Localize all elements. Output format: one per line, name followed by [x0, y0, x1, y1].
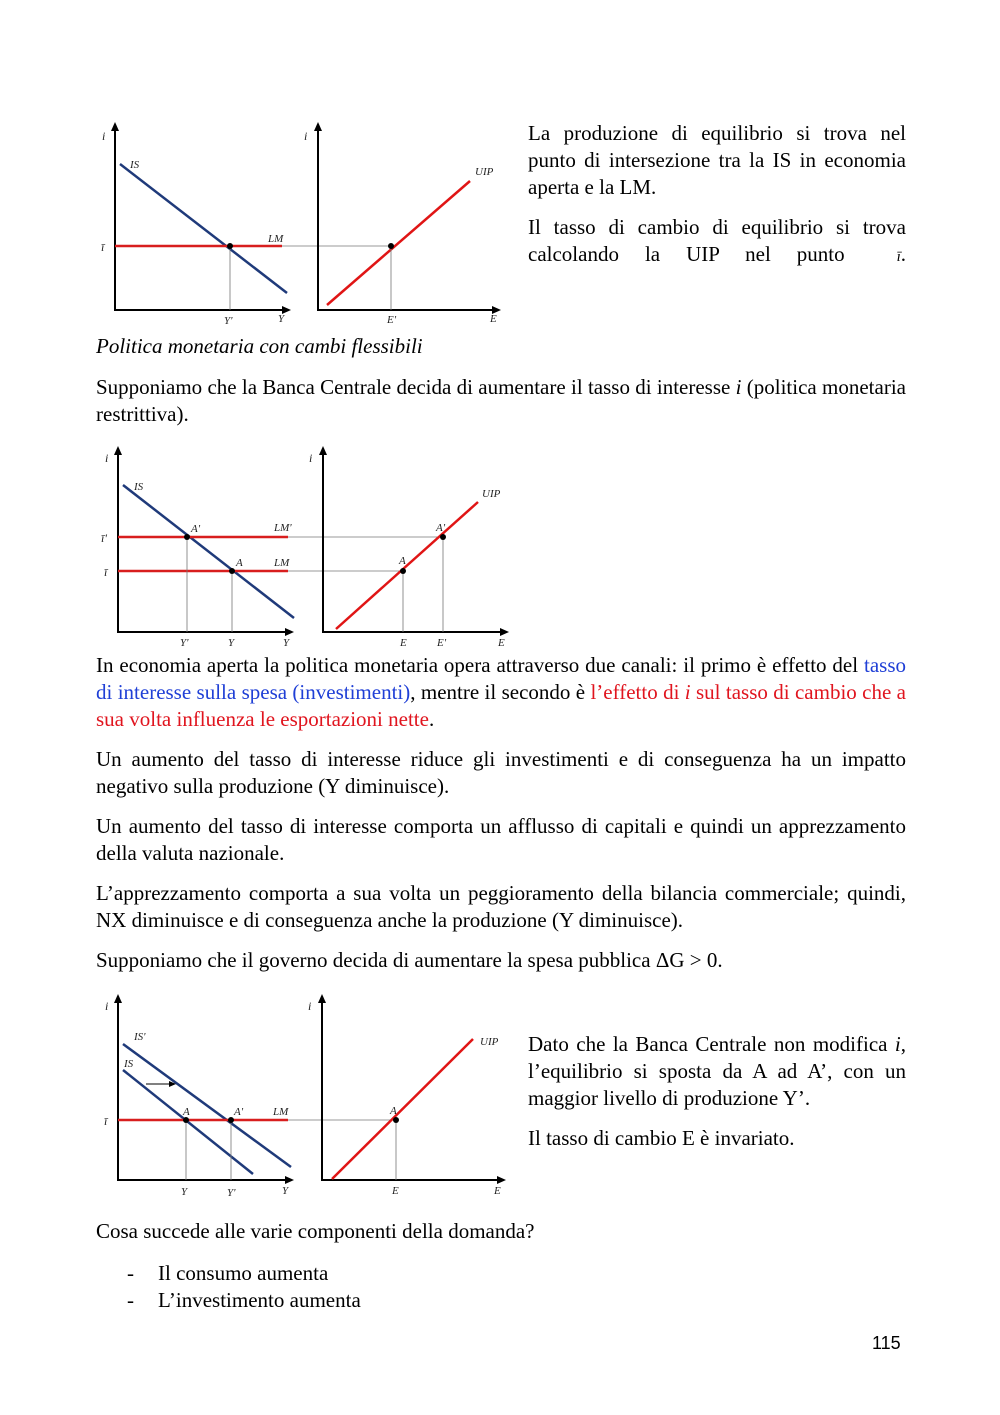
y-axis-label: Y [282, 1185, 289, 1197]
i-axis-label: i [105, 999, 109, 1013]
y-prime-label: Y' [227, 1187, 236, 1199]
exchange-rate-point [388, 243, 394, 249]
a-label: A [236, 557, 243, 569]
i-axis-label-right: i [304, 129, 308, 143]
paragraph-investment: Un aumento del tasso di interesse riduce gli investimenti e di conseguenza ha un impatto negativo sulla produzione (Y diminuisce). [96, 747, 906, 798]
a-label-right: A [390, 1105, 397, 1117]
uip-curve [336, 502, 478, 629]
uip-curve [327, 181, 470, 305]
i-bar-label: ī [101, 240, 105, 254]
paragraph-capital: Un aumento del tasso di interesse comporta un afflusso di capitali e quindi un apprezzamento della valuta nazionale. [96, 814, 906, 865]
uip-label: UIP [482, 488, 501, 500]
i-bar-label: ī [104, 1114, 108, 1128]
point-a-right [393, 1117, 399, 1123]
side-text-2: Il tasso di cambio di equilibrio si trova calcolando la UIP nel punto ī. [528, 215, 907, 266]
lm-label: LM [268, 233, 284, 245]
e-prime-label: E' [437, 637, 447, 649]
page-number: 115 [872, 1333, 901, 1353]
e-axis-label: E [490, 313, 497, 325]
a-prime-label: A' [191, 523, 201, 535]
side-text-4: Il tasso di cambio E è invariato. [528, 1126, 795, 1150]
i-axis-label: i [102, 129, 106, 143]
uip-curve [332, 1039, 473, 1179]
y-label: Y [181, 1186, 188, 1198]
is-label: IS [124, 1058, 134, 1070]
point-a-prime-right [440, 534, 446, 540]
paragraph-channels: In economia aperta la politica monetaria opera attraverso due canali: il primo è effetto del tasso di interesse sulla spesa (investimenti), mentre il secondo è l’effetto di i sul tasso di cambio che a sua volta influenza le esportazioni nette. [96, 653, 906, 731]
i-axis-label-right: i [308, 999, 312, 1013]
uip-label: UIP [475, 166, 494, 178]
y-axis-label: Y [278, 313, 285, 325]
y-prime-label: Y' [180, 637, 189, 649]
paragraph-government: Supponiamo che il governo decida di aumentare la spesa pubblica ΔG > 0. [96, 948, 723, 972]
e-label: E [400, 637, 407, 649]
lm-prime-label: LM' [274, 522, 292, 534]
y-label: Y [228, 637, 235, 649]
question-text: Cosa succede alle varie componenti della domanda? [96, 1219, 535, 1243]
lm-label: LM [274, 557, 290, 569]
a-label-right: A [399, 555, 406, 567]
paragraph-appreciation: L’apprezzamento comporta a sua volta un peggioramento della bilancia commerciale; quindi, NX diminuisce e di conseguenza anche la produzione (Y diminuisce). [96, 881, 906, 932]
paragraph-intro: Supponiamo che la Banca Centrale decida di aumentare il tasso di interesse i (politica monetaria restrittiva). [96, 375, 906, 426]
is-label: IS [134, 481, 144, 493]
i-axis-label-right: i [309, 451, 313, 465]
i-bar-label: ī [104, 565, 108, 579]
e-axis-label: E [494, 1185, 501, 1197]
point-a-right [400, 568, 406, 574]
y-prime-label: Y' [224, 315, 233, 327]
i-bar-prime-label: ī' [101, 531, 107, 545]
figure-2-monetary-policy [90, 440, 520, 655]
list-item: - Il consumo aumenta [96, 1260, 906, 1287]
figure-3-fiscal-policy [90, 990, 515, 1205]
is-label: IS [130, 159, 140, 171]
is-curve [120, 164, 287, 293]
a-prime-label-right: A' [436, 522, 446, 534]
side-text-3: Dato che la Banca Centrale non modifica i, l’equilibrio si sposta da A ad A’, con un maggior livello di produzione Y’. [528, 1032, 906, 1110]
a-label: A [183, 1106, 190, 1118]
lm-label: LM [273, 1106, 289, 1118]
is-prime-label: IS' [134, 1031, 146, 1043]
point-a-prime [184, 534, 190, 540]
e-label: E [392, 1185, 399, 1197]
i-axis-label: i [105, 451, 109, 465]
equilibrium-point [227, 243, 233, 249]
a-prime-label: A' [234, 1106, 244, 1118]
y-axis-label: Y [283, 637, 290, 649]
section-heading: Politica monetaria con cambi flessibili [96, 334, 423, 358]
e-prime-label: E' [387, 314, 397, 326]
e-axis-label: E [498, 637, 505, 649]
figure-1-is-lm [90, 118, 510, 333]
uip-label: UIP [480, 1036, 499, 1048]
is-prime-curve [123, 1044, 291, 1167]
demand-components-list [96, 1260, 906, 1314]
side-text-1: La produzione di equilibrio si trova nel punto di intersezione tra la IS in economia aperta e la LM. [528, 121, 906, 199]
point-a [229, 568, 235, 574]
is-curve [123, 485, 294, 618]
list-item: - L’investimento aumenta [96, 1287, 906, 1314]
